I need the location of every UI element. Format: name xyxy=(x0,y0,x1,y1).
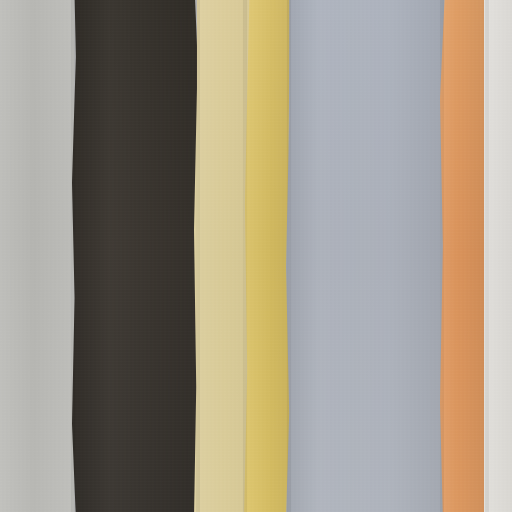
stripe-edge-shadow xyxy=(196,0,200,512)
stripe-dark-brown xyxy=(72,0,200,512)
stripe-blue-gray xyxy=(286,0,446,512)
stripe-edge-shadow xyxy=(287,0,291,512)
stripe-edge-shadow xyxy=(71,0,75,512)
stripe-edge-shadow xyxy=(485,0,489,512)
stripe-golden-yellow xyxy=(244,0,290,512)
stripe-edge-shadow xyxy=(440,0,444,512)
stripe-edge-shadow xyxy=(243,0,247,512)
stripe-light-gray-left xyxy=(0,0,74,512)
stripe-orange xyxy=(440,0,488,512)
